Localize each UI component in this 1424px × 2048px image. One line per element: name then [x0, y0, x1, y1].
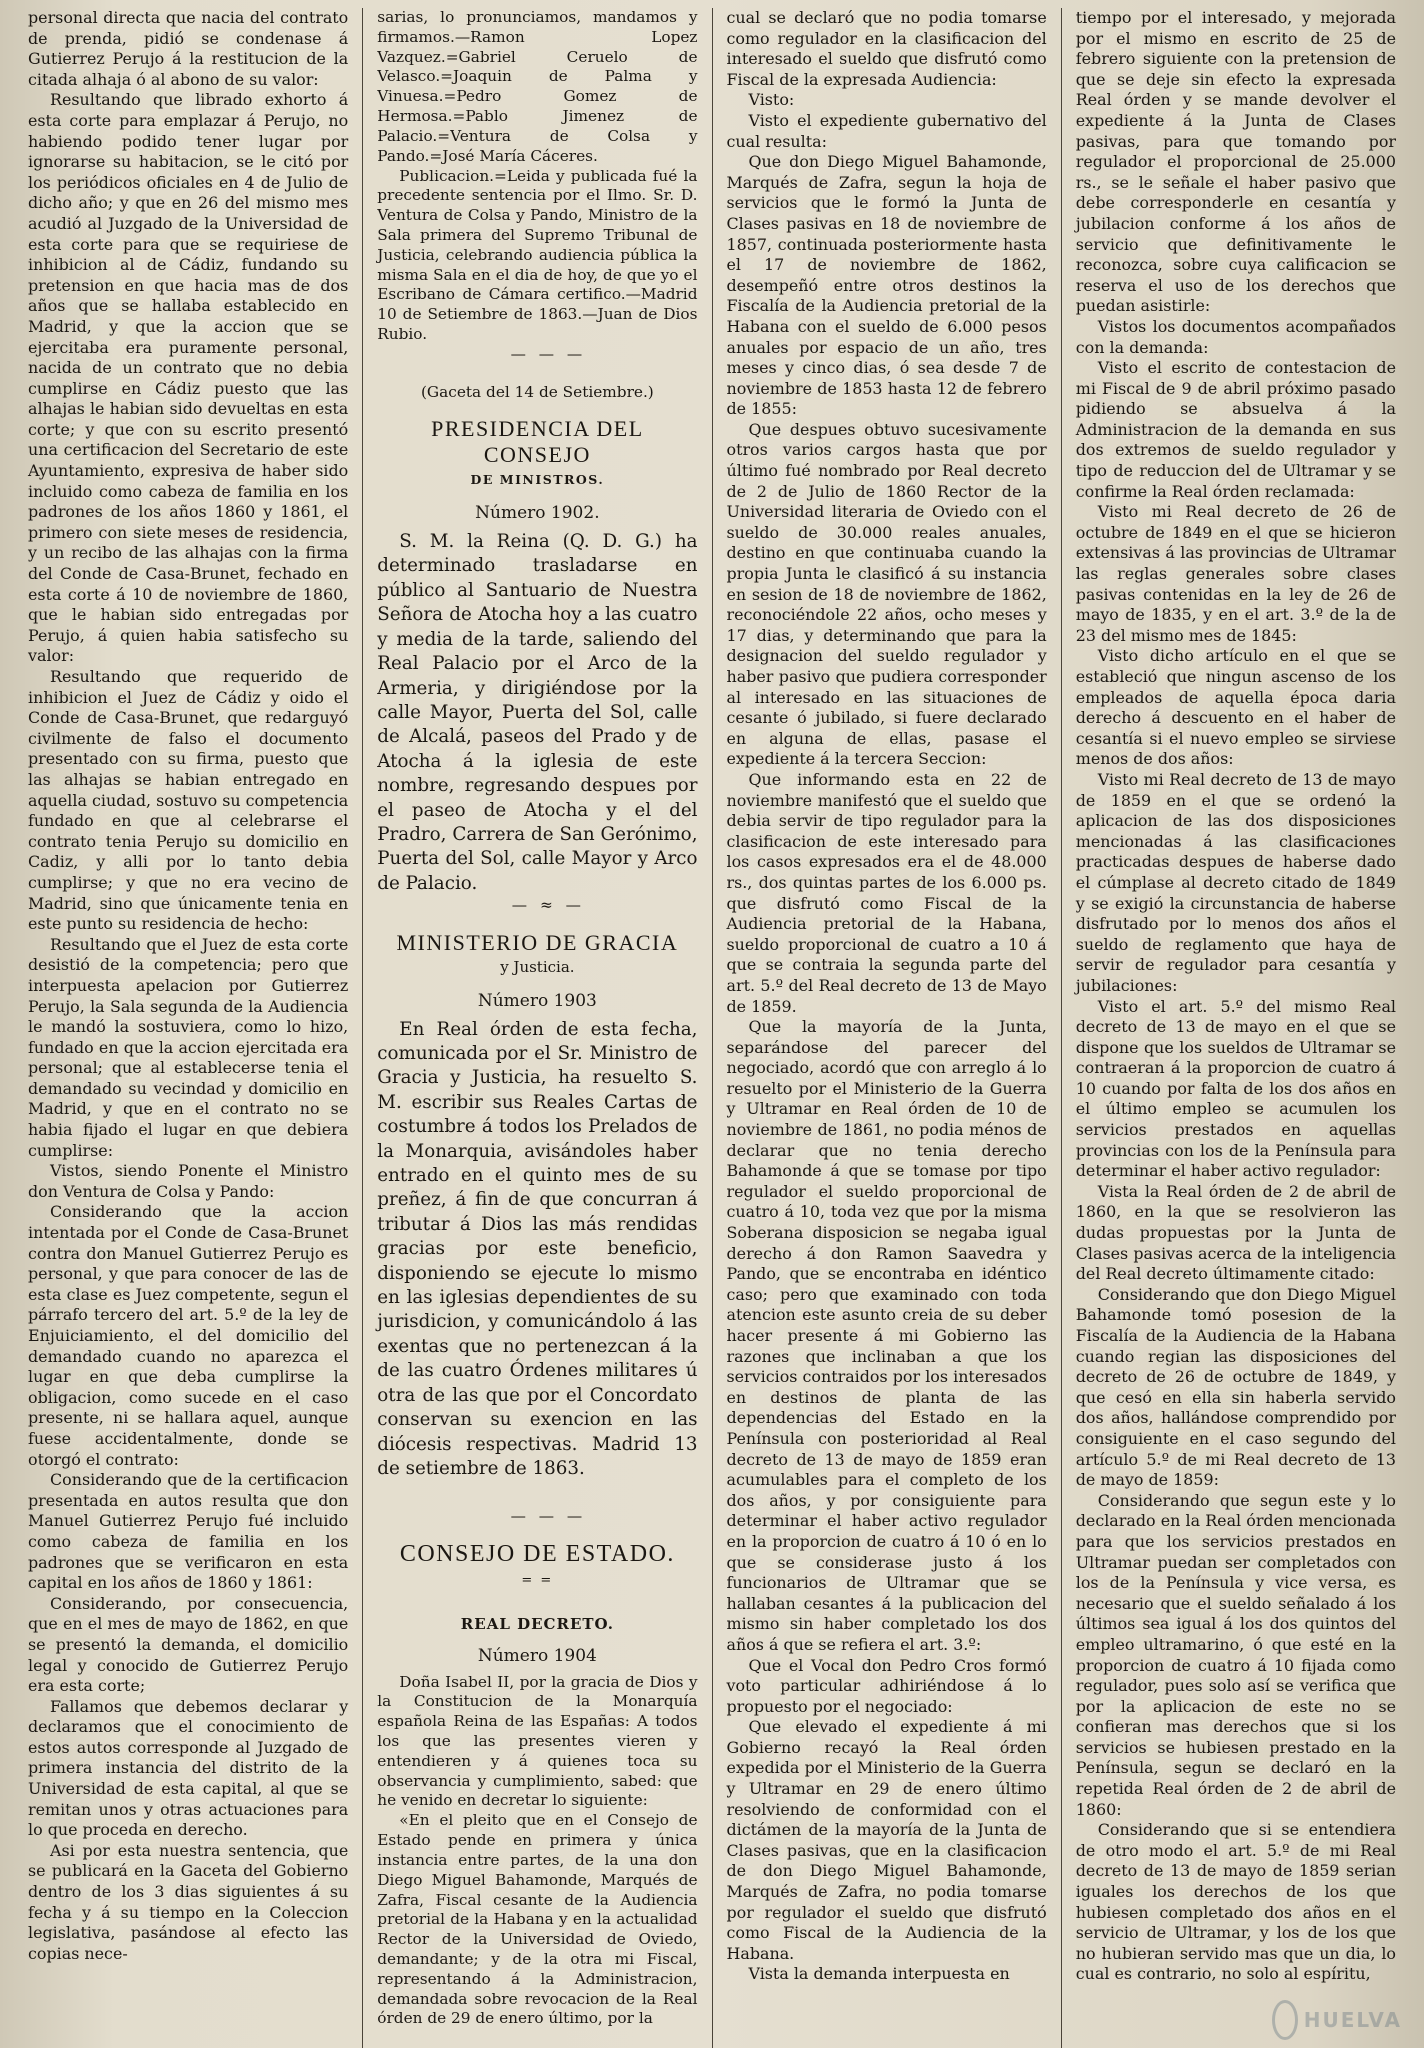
paragraph: Visto el art. 5.º del mismo Real decreto de 13 de mayo en el que se dispone que los sueldos de Ultramar se contraeran á la proporcion de cuatro á 10 cuando por falta de los dos años en el último empleo se acumulen los servicios prestados en aquellas provincias con los de la Península para determinar el haber activo regulador:: [1075, 996, 1396, 1181]
section-heading-consejo: CONSEJO DE ESTADO.: [399, 1541, 675, 1568]
paragraph: «En el pleito que en el Consejo de Estado pende en primera y única instancia entre partes, de la una don Diego Miguel Bahamonde, Marqués de Zafra, Fiscal cesante de la Audiencia pretorial de la Habana y en la actualidad Rector de la Universidad de Oviedo, demandante; y de la otra mi Fiscal, representando á la Administracion, demandada sobre revocacion de la Real órden de 29 de enero último, por la: [377, 1811, 698, 2028]
paragraph: Doña Isabel II, por la gracia de Dios y la Constitucion de la Monarquía española Reina de las Españas: A todos los que las presentes vieren y entendieren y á quienes toca su observancia y cumplimiento, sabed: que he venido en decretar lo siguiente:: [377, 1672, 698, 1810]
decree-number: Número 1903: [477, 990, 597, 1011]
paragraph: Que el Vocal don Pedro Cros formó voto particular adhiriéndose á lo propuesto por el negociado:: [726, 1655, 1047, 1716]
separator: = =: [521, 1573, 554, 1589]
paragraph: Visto el escrito de contestacion de mi Fiscal de 9 de abril próximo pasado pidiendo se absuelva á la Administracion de la demanda en sus dos extremos de sueldo regulador y tipo de reduccion del de Ultramar y se confirme la Real órden reclamada:: [1075, 358, 1396, 501]
decree-number: Número 1904: [477, 1645, 597, 1666]
paragraph: Visto dicho artículo en el que se estableció que ningun ascenso de los empleados de aquella época daria derecho á descuento en el haber de cesantía si el nuevo empleo se sirviese menos de dos años:: [1075, 646, 1396, 769]
paragraph: tiempo por el interesado, y mejorada por el mismo en escrito de 25 de febrero siguiente con la pretension de que se deje sin efecto la expresada Real órden y se mande devolver el expediente á la Junta de Clases pasivas, para que tomando por regulador el proporcional de 25.000 rs., se le señale el haber pasivo que debe corresponderle en cesantía y jubilacion conforme á los años de servicio que definitivamente le reconozca, sobre cuya calificacion se reserva el uso de los derechos que puedan asistirle:: [1075, 8, 1396, 316]
separator: — ≈ —: [511, 896, 585, 915]
library-watermark: [1272, 1998, 1402, 2042]
paragraph: Vistos los documentos acompañados con la demanda:: [1075, 316, 1396, 357]
publicacion: Publicacion.=Leida y publicada fué la precedente sentencia por el Ilmo. Sr. D. Ventura de Colsa y Pando, Ministro de la Sala primera del Supremo Tribunal de Justicia, celebrando audiencia pública la misma Sala en el dia de hoy, de que yo el Escribano de Cámara certifico.—Madrid 10 de Setiembre de 1863.—Juan de Dios Rubio.: [377, 166, 698, 343]
paragraph: Resultando que requerido de inhibicion el Juez de Cádiz y oido el Conde de Casa-Brunet, que redarguyó civilmente de falso el documento presentado con su firma, puesto que las alhajas se habian entregado en aquella ciudad, sostuvo su competencia fundado en que al celebrarse el contrato tenia Perujo su domicilio en Cadiz, y alli por lo tanto debia cumplirse; y que no era vecino de Madrid, sino que únicamente tenia en este punto su residencia de hecho:: [28, 667, 349, 934]
paragraph: Visto mi Real decreto de 26 de octubre de 1849 en el que se hicieron extensivas á las provincias de Ultramar las reglas generales sobre clases pasivas contenidas en la ley de 26 de mayo de 1835, y en el art. 3.º de la de 23 del mismo mes de 1845:: [1075, 502, 1396, 645]
section-subheading: DE MINISTROS.: [470, 472, 605, 488]
paragraph: Considerando que si se entendiera de otro modo el art. 5.º de mi Real decreto de 13 de mayo de 1859 serian iguales los derechos de los que hubiesen completado dos años en el servicio de Ultramar, y los de los que no hubieran servido mas que un dia, lo cual es contrario, no solo al espíritu,: [1075, 1820, 1396, 1984]
paragraph: personal directa que nacia del contrato de prenda, pidió se condenase á Gutierrez Perujo á la restitucion de la citada alhaja ó al abono de su valor:: [28, 8, 349, 89]
paragraph: Asi por esta nuestra sentencia, que se publicará en la Gaceta del Gobierno dentro de los 3 dias siguientes á su fecha y á su tiempo en la Coleccion legislativa, pasándose al efecto las copias nece-: [28, 1840, 349, 1963]
paragraph: Resultando que el Juez de esta corte desistió de la competencia; pero que interpuesta apelacion por Gutierrez Perujo, la Sala segunda de la Audiencia le mandó la sostuviera, como lo hizo, fundado en que la accion ejercitada era personal; que al establecerse tenia el demandado su vecindad y domicilio en Madrid, y que en el contrato no se habia fijado el lugar en que debiera cumplirse:: [28, 934, 349, 1160]
paragraph: Vistos, siendo Ponente el Ministro don Ventura de Colsa y Pando:: [28, 1161, 349, 1201]
section-subheading: y Justicia.: [500, 957, 575, 976]
real-decreto-heading: REAL DECRETO.: [460, 1614, 614, 1633]
watermark-label: HUELVA: [1303, 2008, 1402, 2032]
watermark-logo-icon: [1272, 2000, 1298, 2040]
paragraph: Considerando, por consecuencia, que en el mes de mayo de 1862, en que se presentó la demanda, el domicilio legal y conocido de Gutierrez Perujo era esta corte;: [28, 1593, 349, 1696]
paragraph: Que la mayoría de la Junta, separándose del parecer del negociado, acordó que con arreglo á lo resuelto por el Ministerio de la Guerra y Ultramar en Real órden de 10 de noviembre de 1861, no podia ménos de declarar que no tenia derecho Bahamonde á que se tomase por tipo regulador el sueldo proporcional de cuatro á 10, toda vez que por la misma Soberana disposicion se negaba igual derecho á don Ramon Saavedra y Pando, que se encontraba en idéntico caso; pero que examinado con toda atencion este asunto creia de su deber hacer presente á mi Gobierno las razones que inclinaban a que los servicios contraidos por los interesados en destinos de planta de las dependencias del Estado en la Península con posterioridad al Real decreto de 13 de mayo de 1859 eran acumulables para el completo de los dos años, y por consiguiente para determinar el haber activo regulador en la proporcion de cuatro á 10 ó en lo que se considerase justo á los funcionarios de Ultramar que se hallaban cesantes á la publicacion del mismo sin haber completado los dos años á que se refiera el art. 3.º:: [726, 1017, 1047, 1654]
paragraph: Que don Diego Miguel Bahamonde, Marqués de Zafra, segun la hoja de servicios que le formó la Junta de Clases pasivas en 18 de noviembre de 1857, continuada posteriormente hasta el 17 de noviembre de 1862, desempeñó entre otros destinos la Fiscalía de la Audiencia pretorial de la Habana con el sueldo de 6.000 pesos anuales por espacio de un año, tres meses y cinco dias, ó sea desde 7 de noviembre de 1853 hasta 12 de febrero de 1855:: [726, 152, 1047, 419]
paragraph: Resultando que librado exhorto á esta corte para emplazar á Perujo, no habiendo podido tener lugar por ignorarse su habitacion, se le citó por los periódicos oficiales en 4 de Julio de dicho año; y que en 26 del mismo mes acudió al Juzgado de la Universidad de esta corte para que se requiriese de inhibicion al de Cádiz, fundando su pretension en que hacia mas de dos años que se hallaba establecido en Madrid, y que la accion que se ejercitaba era puramente personal, nacida de un contrato que no debia cumplirse en Cádiz puesto que las alhajas le habian sido devueltas en esta corte; y que con su escrito presentó una certificacion del Secretario de este Ayuntamiento, expresiva de haber sido incluido como cabeza de familia en los padrones de los años 1860 y 1861, el primero con siete meses de residencia, y un recibo de las alhajas con la firma del Conde de Casa-Brunet, fechado en esta corte á 10 de noviembre de 1860, que le habian sido entregadas por Perujo, á quien habia satisfecho su valor:: [28, 90, 349, 666]
paragraph: Que informando esta en 22 de noviembre manifestó que el sueldo que debia servir de tipo regulador para la clasificacion de este interesado para los casos expresados era el de 48.000 rs., dos quintas partes de los 6.000 ps. que disfrutó como Fiscal de la Audiencia pretorial de la Habana, sueldo proporcional de cuatro a 10 á que se contraia la segunda parte del art. 5.º del Real decreto de 13 de Mayo de 1859.: [726, 769, 1047, 1016]
paragraph: Considerando que de la certificacion presentada en autos resulta que don Manuel Gutierrez Perujo fué incluido como cabeza de familia en los padrones que se verificaron en esta capital en los años de 1860 y 1861:: [28, 1470, 349, 1593]
section-heading-presidencia: PRESIDENCIA DEL CONSEJO: [431, 416, 644, 468]
paragraph: Visto mi Real decreto de 13 de mayo de 1859 en el que se ordenó la aplicacion de las dos disposiciones mencionadas á las clasificaciones practicadas despues de haberse dado el cúmplase al decreto citado de 1849 y se exigió la circunstancia de haberse disfrutado por lo menos dos años el sueldo de reglamento que haya de servir de regulador para cesantía y jubilaciones:: [1075, 769, 1396, 995]
decree-number: Número 1902.: [475, 503, 600, 524]
column-1: [14, 8, 362, 2048]
column-3: [712, 8, 1061, 2048]
paragraph: S. M. la Reina (Q. D. G.) ha determinado trasladarse en público al Santuario de Nuestra Señora de Atocha hoy a las cuatro y media de la tarde, saliendo del Real Palacio por el Arco de la Armeria, y dirigiéndose por la calle Mayor, Puerta del Sol, calle de Alcalá, paseos del Prado y de Atocha á la iglesia de este nombre, regresando despues por el paseo de Atocha y el del Pradro, Carrera de San Gerónimo, Puerta del Sol, calle Mayor y Arco de Palacio.: [377, 531, 698, 894]
paragraph: cual se declaró que no podia tomarse como regulador en la clasificacion del interesado el sueldo que disfrutó como Fiscal de la expresada Audiencia:: [726, 8, 1047, 89]
column-2: [362, 8, 711, 2048]
paragraph: Que despues obtuvo sucesivamente otros varios cargos hasta que por último fué nombrado por Real decreto de 2 de Julio de 1860 Rector de la Universidad literaria de Oviedo con el sueldo de 30.000 reales anuales, destino en que continuaba cuando la propia Junta le clasificó á su instancia en sesion de 18 de noviembre de 1862, reconociéndole 22 años, ocho meses y 17 dias, y determinando que para la designacion del sueldo regulador y haber pasivo que pudiera corresponder al interesado en las situaciones de cesante ó jubilado, si fuere declarado en alguna de ellas, pasase el expediente á la tercera Seccion:: [726, 419, 1047, 769]
paragraph: Vista la demanda interpuesta en: [748, 1964, 1010, 1984]
paragraph: Considerando que segun este y lo declarado en la Real órden mencionada para que los servicios prestados en Ultramar puedan ser completados con los de la Península y vice versa, es necesario que el sueldo señalado á los últimos sea igual á los dos quintos del empleo ultramarino, ó que esté en la proporcion de cuatro á 10 fijada como regulador, pues solo así se verifica que por la aplicacion de este no se confieran mas derechos que si los servicios se hubiesen prestado en la Península, segun se declaró en la repetida Real órden de 2 de abril de 1860:: [1075, 1490, 1396, 1819]
gaceta-date: (Gaceta del 14 de Setiembre.): [420, 382, 654, 401]
column-4: [1061, 8, 1410, 2048]
separator: — — —: [510, 1507, 587, 1526]
signatures: sarias, lo pronunciamos, mandamos y firmamos.—Ramon Lopez Vazquez.=Gabriel Ceruelo de Velasco.=Joaquin de Palma y Vinuesa.=Pedro Gomez de Hermosa.=Pablo Jimenez de Palacio.=Ventura de Colsa y Pando.=José María Cáceres.: [377, 8, 698, 165]
paragraph: Que elevado el expediente á mi Gobierno recayó la Real órden expedida por el Ministerio de la Guerra y Ultramar en 29 de enero último resolviendo de conformidad con el dictámen de la mayoría de la Junta de Clases pasivas, que en la clasificacion de don Diego Miguel Bahamonde, Marqués de Zafra, no podia tomarse por regulador el sueldo que disfrutó como Fiscal de la Audiencia de la Habana.: [726, 1717, 1047, 1963]
paragraph: Considerando que la accion intentada por el Conde de Casa-Brunet contra don Manuel Gutierrez Perujo es personal, y que para conocer de las de esta clase es Juez competente, segun el párrafo tercero del art. 5.º de la ley de Enjuiciamiento, el del domicilio del demandado cuando no aparezca el lugar en que deba cumplirse la obligacion, como sucede en el caso presente, ni se hallara aquel, aunque fuese accidentalmente, donde se otorgó el contrato:: [28, 1202, 349, 1469]
paragraph: Fallamos que debemos declarar y declaramos que el conocimiento de estos autos corresponde al Juzgado de primera instancia del distrito de la Universidad de esta capital, al que se remitan unos y otras actuaciones para lo que proceda en derecho.: [28, 1696, 349, 1840]
section-heading-ministerio: MINISTERIO DE GRACIA: [396, 929, 679, 955]
paragraph: Vista la Real órden de 2 de abril de 1860, en la que se resolvieron las dudas propuestas por la Junta de Clases pasivas acerca de la inteligencia del Real decreto últimamente citado:: [1075, 1181, 1396, 1284]
paragraph: Visto:: [748, 90, 795, 110]
paragraph: Visto el expediente gubernativo del cual resulta:: [726, 110, 1047, 151]
separator: — — —: [510, 344, 587, 363]
paragraph: Considerando que don Diego Miguel Bahamonde tomó posesion de la Fiscalía de la Audiencia de la Habana cuando regian las disposiciones del decreto de 26 de octubre de 1849, y que cesó en ella sin haberla servido dos años, hallándose comprendido por consiguiente en el caso segundo del artículo 5.º de mi Real decreto de 13 de mayo de 1859:: [1075, 1284, 1396, 1490]
paragraph: En Real órden de esta fecha, comunicada por el Sr. Ministro de Gracia y Justicia, ha resuelto S. M. escribir sus Reales Cartas de costumbre á todos los Prelados de la Monarquia, avisándoles haber entrado en el quinto mes de su preñez, á fin de que concurran á tributar á Dios las más rendidas gracias por este beneficio, disponiendo se ejecute lo mismo en las iglesias dependientes de su jurisdicion, y comunicándolo á las exentas que no pertenezcan á la de las cuatro Órdenes militares ú otra de las que por el Concordato conservan su exencion en las diócesis respectivas. Madrid 13 de setiembre de 1863.: [377, 1018, 698, 1479]
